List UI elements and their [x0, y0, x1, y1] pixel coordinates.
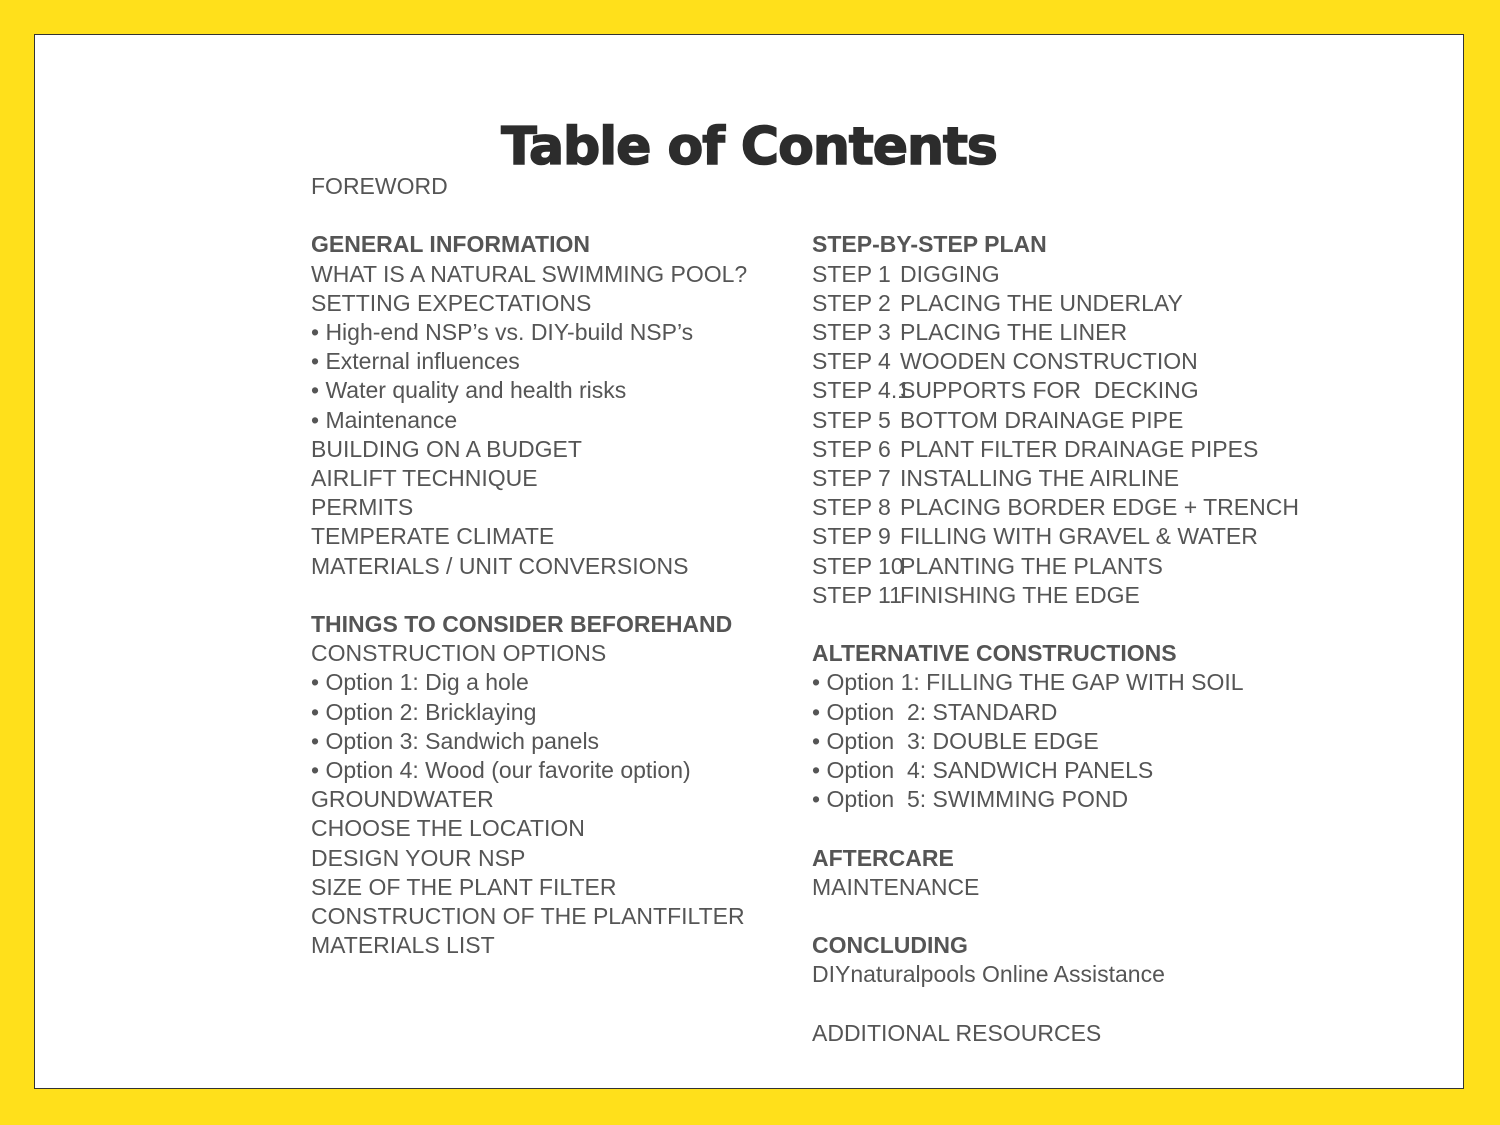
toc-entry: BUILDING ON A BUDGET — [311, 435, 582, 462]
toc-step-entry — [812, 289, 1183, 318]
toc-entry: CONSTRUCTION OPTIONS — [311, 640, 607, 667]
toc-step-entry — [812, 260, 1000, 289]
toc-step-entry — [812, 347, 1198, 376]
toc-entry-foreword: FOREWORD — [311, 173, 448, 199]
toc-entry: • High-end NSP’s vs. DIY-build NSP’s — [311, 319, 694, 345]
toc-step-entry — [812, 318, 1127, 347]
step-label: PLACING THE UNDERLAY — [900, 289, 1183, 316]
toc-step-entry — [812, 581, 1140, 610]
step-number: STEP 1 — [812, 260, 891, 287]
toc-entry: • Option 5: SWIMMING POND — [812, 786, 1129, 813]
toc-entry: TEMPERATE CLIMATE — [311, 523, 555, 550]
step-label: DIGGING — [900, 260, 1000, 287]
step-label: PLACING THE LINER — [900, 319, 1128, 345]
toc-entry: • Option 4: SANDWICH PANELS — [812, 757, 1154, 783]
section-heading-aftercare: AFTERCARE — [812, 844, 954, 871]
section-heading-alternative: ALTERNATIVE CONSTRUCTIONS — [812, 640, 1177, 667]
toc-entry: • External influences — [311, 348, 520, 375]
section-heading-concluding: CONCLUDING — [812, 932, 968, 959]
toc-entry: SETTING EXPECTATIONS — [311, 289, 592, 316]
toc-entry-additional: ADDITIONAL RESOURCES — [812, 1019, 1102, 1046]
toc-entry: DIYnaturalpools Online Assistance — [812, 961, 1165, 988]
toc-entry: • Option 4: Wood (our favorite option) — [311, 757, 691, 783]
step-number: STEP 10 — [812, 552, 904, 579]
step-number: STEP 5 — [812, 406, 891, 433]
toc-entry: • Option 1: FILLING THE GAP WITH SOIL — [812, 669, 1244, 696]
step-number: STEP 11 — [812, 581, 902, 608]
toc-entry: • Option 2: STANDARD — [812, 698, 1058, 725]
step-number: STEP 2 — [812, 289, 891, 316]
toc-step-entry — [812, 522, 1258, 551]
step-number: STEP 3 — [812, 319, 891, 345]
toc-entry: GROUNDWATER — [311, 786, 494, 813]
step-label: WOODEN CONSTRUCTION — [900, 348, 1198, 375]
toc-entry: • Option 3: Sandwich panels — [311, 727, 600, 754]
toc-entry: MATERIALS LIST — [311, 932, 495, 959]
toc-entry: WHAT IS A NATURAL SWIMMING POOL? — [311, 260, 748, 287]
step-label: PLANTING THE PLANTS — [900, 552, 1163, 579]
step-number: STEP 7 — [812, 465, 891, 491]
toc-entry: • Water quality and health risks — [311, 377, 627, 404]
step-number: STEP 6 — [812, 435, 891, 462]
page-title: Table of Contents — [501, 117, 997, 177]
section-heading-general: GENERAL INFORMATION — [311, 231, 590, 258]
toc-step-entry — [812, 552, 1163, 581]
step-number: STEP 4.1 — [812, 377, 911, 404]
step-label: SUPPORTS FOR DECKING — [900, 377, 1199, 404]
step-number: STEP 8 — [812, 494, 891, 521]
step-label: INSTALLING THE AIRLINE — [900, 465, 1180, 491]
toc-entry: AIRLIFT TECHNIQUE — [311, 465, 538, 491]
step-label: PLANT FILTER DRAINAGE PIPES — [900, 435, 1259, 462]
toc-page — [34, 34, 1464, 1089]
step-number: STEP 9 — [812, 523, 891, 550]
toc-step-entry — [812, 493, 1299, 522]
toc-entry: • Option 1: Dig a hole — [311, 669, 529, 696]
step-label: BOTTOM DRAINAGE PIPE — [900, 406, 1184, 433]
toc-entry: CONSTRUCTION OF THE PLANTFILTER — [311, 903, 745, 929]
toc-entry: MATERIALS / UNIT CONVERSIONS — [311, 552, 689, 579]
toc-entry: • Maintenance — [311, 406, 458, 433]
toc-entry: SIZE OF THE PLANT FILTER — [311, 873, 617, 900]
step-label: PLACING BORDER EDGE + TRENCH — [900, 494, 1299, 521]
toc-step-entry — [812, 435, 1258, 464]
step-label: FILLING WITH GRAVEL & WATER — [900, 523, 1258, 550]
toc-step-entry — [812, 464, 1179, 493]
toc-step-entry — [812, 406, 1183, 435]
toc-entry: DESIGN YOUR NSP — [311, 844, 526, 871]
toc-entry: • Option 2: Bricklaying — [311, 698, 537, 725]
toc-entry: • Option 3: DOUBLE EDGE — [812, 727, 1099, 754]
step-label: FINISHING THE EDGE — [900, 581, 1140, 608]
section-heading-plan: STEP-BY-STEP PLAN — [812, 231, 1047, 258]
toc-entry: PERMITS — [311, 494, 414, 521]
toc-step-entry — [812, 376, 1199, 405]
section-heading-consider: THINGS TO CONSIDER BEFOREHAND — [311, 611, 733, 637]
step-number: STEP 4 — [812, 348, 891, 375]
toc-entry: CHOOSE THE LOCATION — [311, 815, 585, 842]
toc-entry: MAINTENANCE — [812, 873, 980, 900]
